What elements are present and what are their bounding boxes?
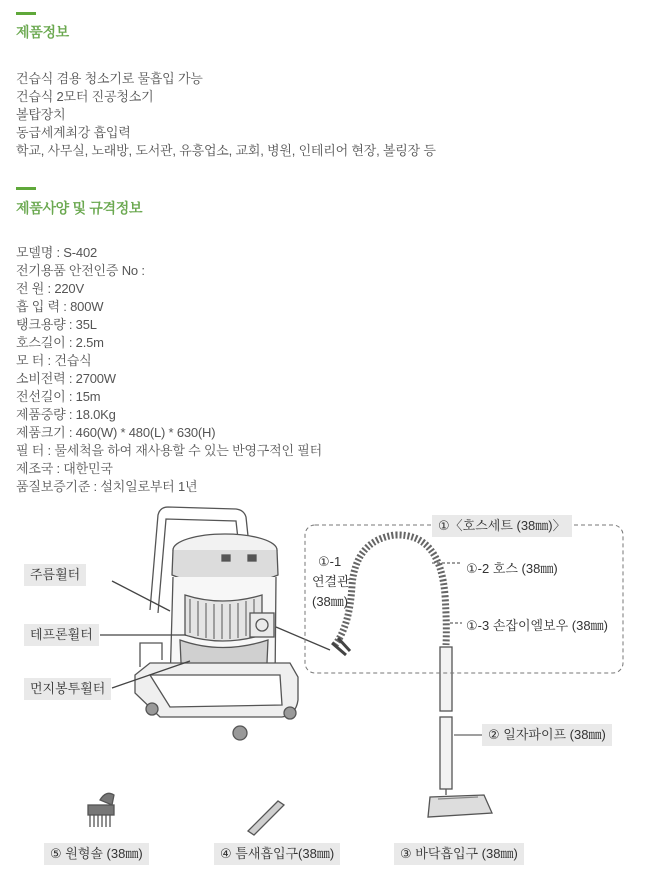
spec-line: 흡 입 력 : 800W (16, 299, 104, 314)
section-title-spec: 제품사양 및 규격정보 (16, 200, 143, 216)
label-round-brush: ⑤ 원형솔 (38㎜) (44, 843, 149, 865)
spec-line: 필 터 : 물세척을 하여 재사용할 수 있는 반영구적인 필터 (16, 443, 322, 458)
spec-line: 품질보증기준 : 설치일로부터 1년 (16, 479, 198, 494)
spec-line: 전기용품 안전인증 No : (16, 263, 145, 278)
spec-line: 제품크기 : 460(W) * 480(L) * 630(H) (16, 425, 216, 440)
spec-line: 탱크용량 : 35L (16, 317, 97, 332)
product-info-line: 학교, 사무실, 노래방, 도서관, 유흥업소, 교회, 병원, 인테리어 현장, 볼링장 등 (16, 143, 436, 158)
label-hose: ①-2 호스 (38㎜) (466, 561, 558, 576)
label-crevice-tool: ④ 틈새흡입구(38㎜) (214, 843, 340, 865)
product-info-list (16, 70, 436, 160)
product-info-line: 동급세계최강 흡입력 (16, 125, 131, 140)
section-accent-bar (16, 12, 36, 15)
section-title-product-info: 제품정보 (16, 24, 69, 40)
label-dustbag-filter: 먼지봉투휠터 (24, 678, 111, 700)
label-teflon-filter: 테프론휠터 (24, 624, 99, 646)
label-floor-nozzle: ③ 바닥흡입구 (38㎜) (394, 843, 524, 865)
spec-line: 소비전력 : 2700W (16, 371, 116, 386)
spec-line: 전선길이 : 15m (16, 389, 101, 404)
label-straight-pipe: ② 일자파이프 (38㎜) (482, 724, 612, 746)
product-info-line: 건습식 2모터 진공청소기 (16, 89, 154, 104)
product-diagram (0, 495, 654, 875)
section-accent-bar (16, 187, 36, 190)
label-connector-name: 연결관 (312, 574, 350, 589)
spec-line: 전 원 : 220V (16, 281, 84, 296)
product-info-line: 볼탑장치 (16, 107, 66, 122)
spec-line: 모 터 : 건습식 (16, 353, 92, 368)
label-connector-size: (38㎜) (312, 594, 349, 609)
spec-line: 모델명 : S-402 (16, 245, 97, 260)
label-elbow: ①-3 손잡이엘보우 (38㎜) (466, 618, 608, 633)
spec-line: 호스길이 : 2.5m (16, 335, 104, 350)
spec-line: 제조국 : 대한민국 (16, 461, 113, 476)
spec-line: 제품중량 : 18.0Kg (16, 407, 116, 422)
spec-list (16, 244, 322, 496)
label-connector-num: ①-1 (318, 554, 342, 569)
label-hose-set: ①〈호스세트 (38㎜)〉 (432, 515, 572, 537)
product-info-line: 건습식 겸용 청소기로 물흡입 가능 (16, 71, 203, 86)
label-pleated-filter: 주름휠터 (24, 564, 86, 586)
